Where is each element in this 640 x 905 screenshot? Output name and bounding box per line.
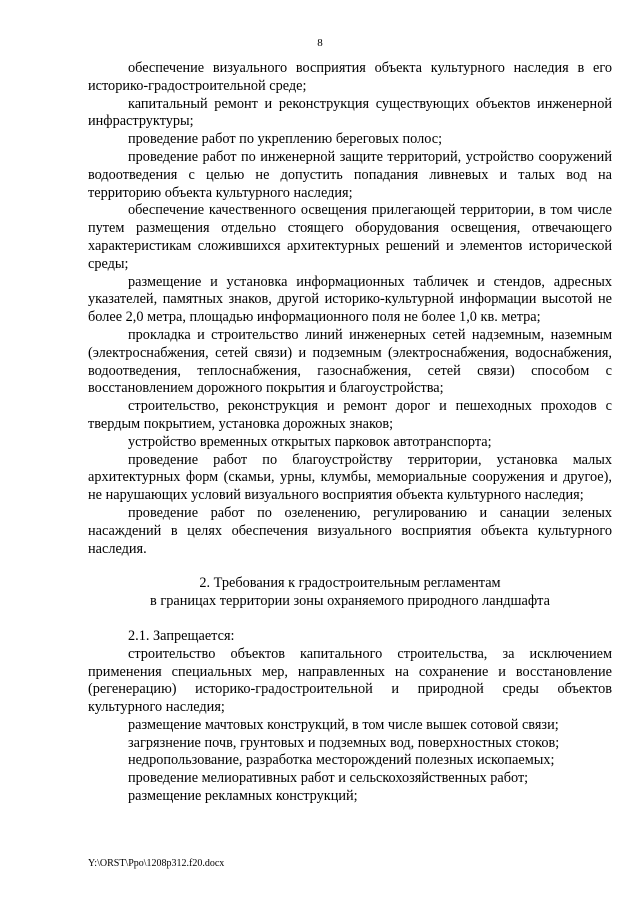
- paragraph: проведение работ по укреплению береговых полос;: [128, 131, 443, 148]
- paragraph: размещение рекламных конструкций;: [128, 788, 358, 805]
- document-body: [88, 60, 612, 806]
- paragraph: размещение и установка информационных табличек и стендов, адресных указателей, памятных знаков, другой историко-культурной информации высотой не более 2,0 метра, площадью информационного поля не более 1,0 кв. метра;: [88, 273, 612, 326]
- file-path-footer: Y:\ORST\Ppo\1208p312.f20.docx: [88, 858, 225, 869]
- paragraph: проведение работ по инженерной защите территорий, устройство сооружений водоотведения с целью не допустить попадания ливневых и талых вод на территорию объекта культурного наследия;: [88, 148, 612, 201]
- page-number: 8: [317, 37, 323, 49]
- paragraph: проведение мелиоративных работ и сельскохозяйственных работ;: [128, 770, 529, 787]
- paragraph: проведение работ по благоустройству территории, установка малых архитектурных форм (скамьи, урны, клумбы, мемориальные сооружения и другое), не нарушающих условий визуального восприятия объекта культурного наследия;: [88, 451, 612, 504]
- paragraph: размещение мачтовых конструкций, в том числе вышек сотовой связи;: [128, 716, 559, 733]
- subsection-title: 2.1. Запрещается:: [128, 627, 235, 644]
- section-heading-line-2: в границах территории зоны охраняемого природного ландшафта: [150, 593, 550, 610]
- paragraph: прокладка и строительство линий инженерных сетей надземным, наземным (электроснабжения, сетей связи) и подземным (электроснабжения, водоснабжения, водоотведения, теплоснабжения, газоснабжения, сетей связи) способом с восстановлением дорожного покрытия и благоустройства;: [88, 326, 612, 397]
- paragraph: устройство временных открытых парковок автотранспорта;: [128, 433, 492, 450]
- paragraph: капитальный ремонт и реконструкция существующих объектов инженерной инфраструктуры;: [88, 95, 612, 130]
- paragraph: строительство, реконструкция и ремонт дорог и пешеходных проходов с твердым покрытием, установка дорожных знаков;: [88, 398, 612, 432]
- paragraph: загрязнение почв, грунтовых и подземных вод, поверхностных стоков;: [128, 734, 560, 751]
- section-heading-line-1: 2. Требования к градостроительным регламентам: [199, 575, 501, 592]
- paragraph: обеспечение качественного освещения прилегающей территории, в том числе путем размещения отдельно стоящего оборудования освещения, отвечающего характеристикам сложившихся архитектурных решений и элементов исторической среды;: [88, 202, 612, 272]
- paragraph: проведение работ по озеленению, регулированию и санации зеленых насаждений в целях обеспечения визуального восприятия объекта культурного наследия.: [88, 504, 612, 557]
- paragraph: обеспечение визуального восприятия объекта культурного наследия в его историко-градостроительной среде;: [88, 60, 612, 94]
- paragraph: недропользование, разработка месторождений полезных ископаемых;: [128, 752, 555, 769]
- paragraph: строительство объектов капитального строительства, за исключением применения специальных мер, направленных на сохранение и восстановление (регенерацию) историко-градостроительной и природной среды объектов культурного наследия;: [88, 645, 612, 716]
